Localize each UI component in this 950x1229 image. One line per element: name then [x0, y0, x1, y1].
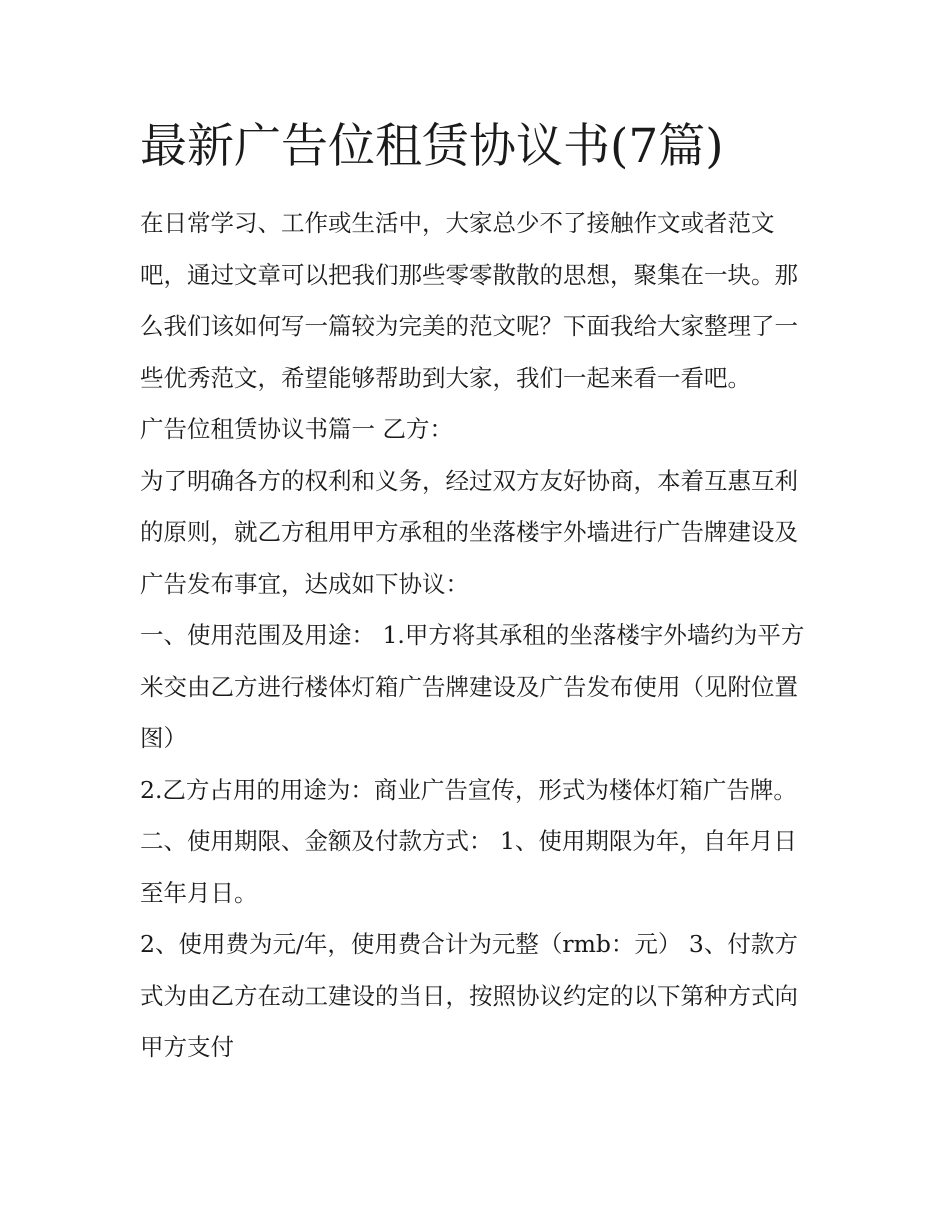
document-body [140, 198, 820, 1074]
paragraph-clause-1: 一、使用范围及用途： 1.甲方将其承租的坐落楼宇外墙约为平方米交由乙方进行楼体灯箱广告牌建设及广告发布使用（见附位置图） [140, 621, 805, 752]
paragraph-clause-3: 2、使用费为元/年，使用费合计为元整（rmb：元） 3、付款方式为由乙方在动工建设的当日，按照协议约定的以下第种方式向甲方支付 [140, 930, 798, 1061]
paragraph-purpose: 为了明确各方的权利和义务，经过双方友好协商，本着互惠互利的原则，就乙方租用甲方承租的坐落楼宇外墙进行广告牌建设及广告发布事宜，达成如下协议： [140, 466, 798, 598]
paragraph-clause-2: 2.乙方占用的用途为：商业广告宣传，形式为楼体灯箱广告牌。 二、使用期限、金额及付款方式： 1、使用期限为年，自年月日至年月日。 [140, 775, 797, 907]
paragraph-section-heading: 广告位租赁协议书篇一 乙方： [140, 415, 453, 443]
document-title: 最新广告位租赁协议书(7篇) [140, 119, 724, 174]
paragraph-intro: 在日常学习、工作或生活中，大家总少不了接触作文或者范文吧，通过文章可以把我们那些零零散散的思想，聚集在一块。那么我们该如何写一篇较为完美的范文呢？下面我给大家整理了一些优秀范文，希望能够帮助到大家，我们一起来看一看吧。 [140, 209, 798, 392]
